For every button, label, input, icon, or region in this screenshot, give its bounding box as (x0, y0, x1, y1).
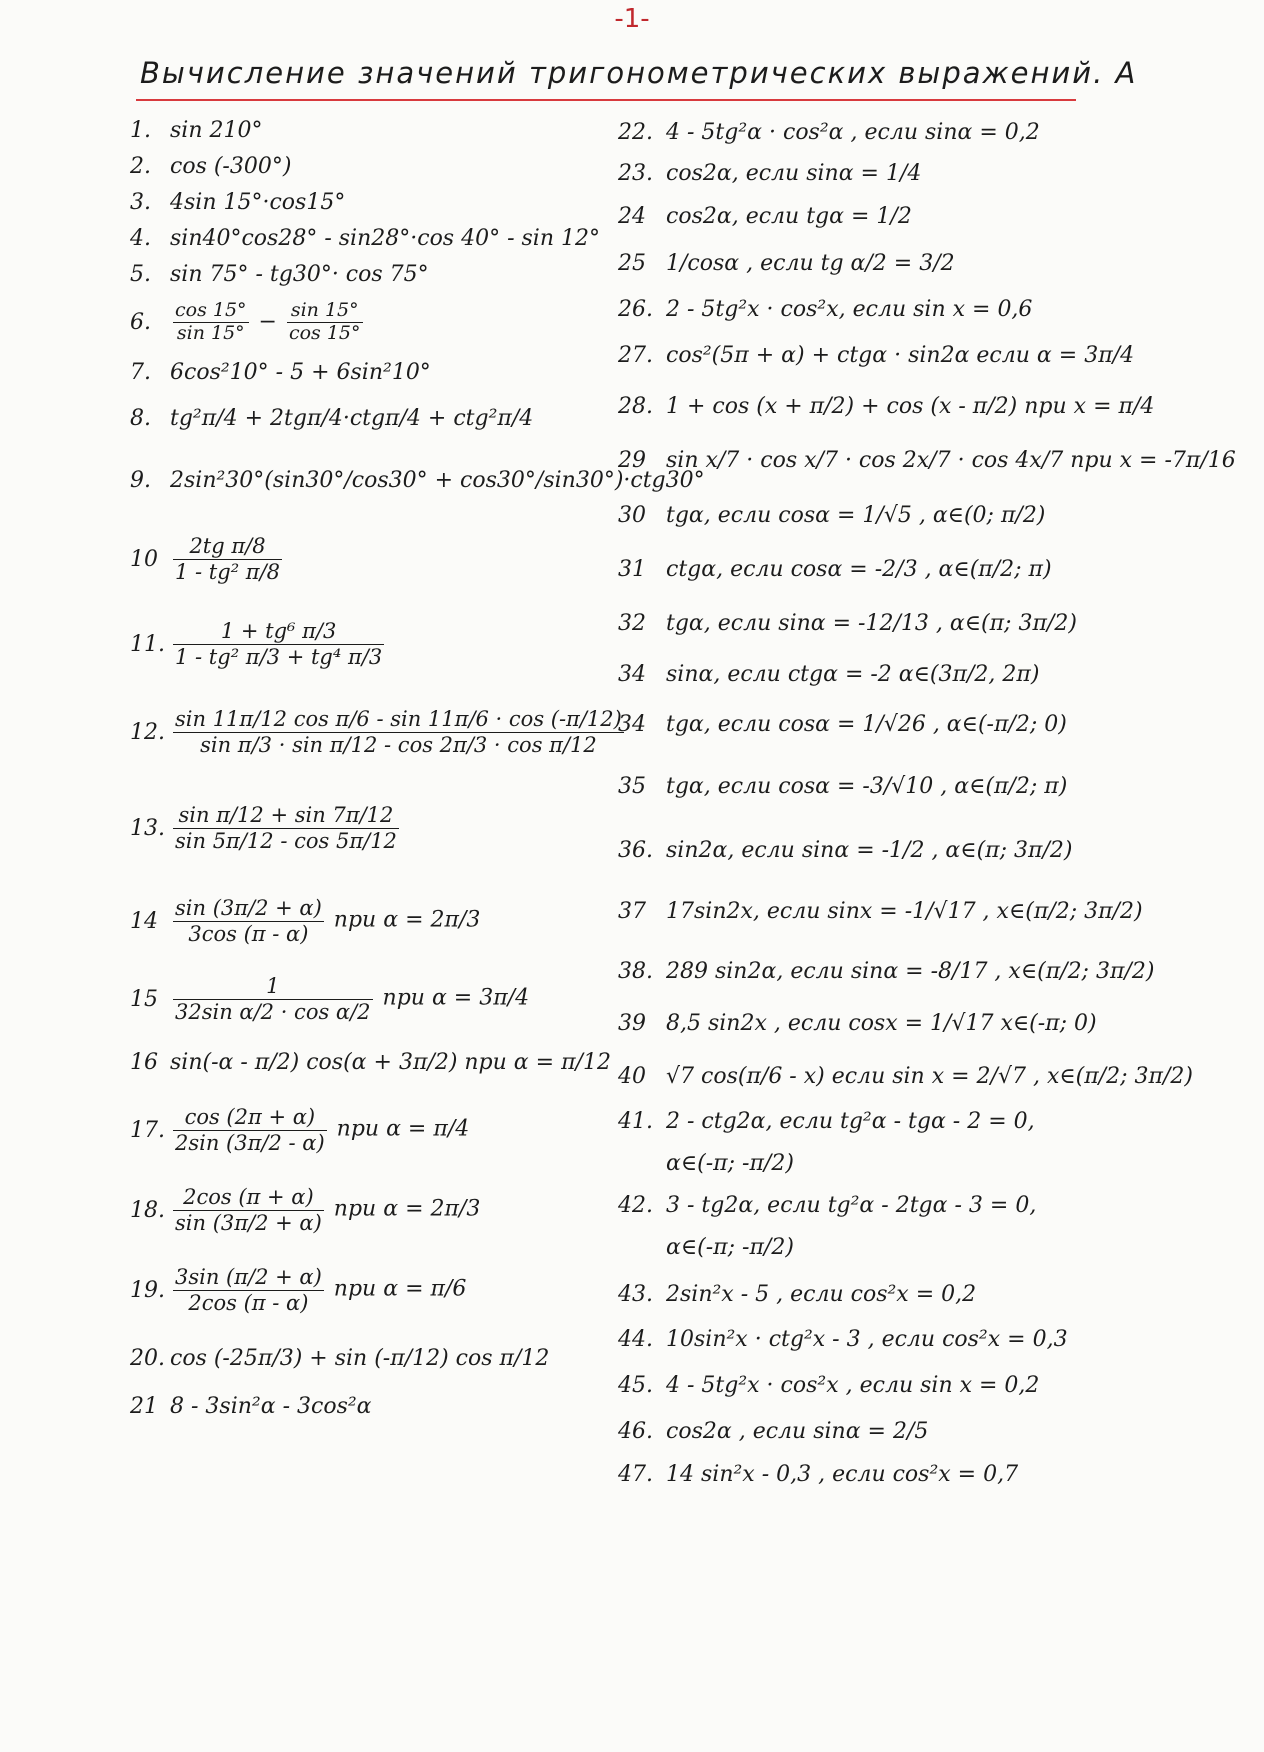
problem-number: 23. (618, 160, 653, 186)
problem-number: 17. (130, 1117, 165, 1143)
problem-expression: 2sin²30°(sin30°/cos30° + cos30°/sin30°)·ctg30° (170, 467, 705, 493)
problem-number: 30 (618, 502, 646, 528)
problem-expression (170, 1265, 466, 1314)
problem-number: 27. (618, 342, 653, 368)
problem-item (130, 1170, 610, 1250)
fraction (287, 300, 363, 345)
problem-condition: при α = π/4 (329, 1117, 470, 1142)
problem-expression: 2 - ctg2α, если tg²α - tgα - 2 = 0, (666, 1108, 1035, 1134)
fraction-denominator: 32sin α/2 · cos α/2 (175, 999, 371, 1024)
problem-expression: $\frac{\cos 15^\circ}{\sin 15^\circ}$ − $\frac{\sin 15^\circ}{\cos 15^\circ}$ (175, 298, 361, 344)
fraction (173, 619, 384, 668)
fraction-numerator: 2tg π/8 (173, 534, 282, 559)
problem-expression: cos2α, если tgα = 1/2 (666, 203, 912, 229)
problem-number: 13. (130, 815, 165, 841)
problem-item (130, 1386, 610, 1426)
fraction (173, 974, 373, 1023)
title-underline (136, 99, 1076, 101)
problem-expression: 289 sin2α, если sinα = -8/17 , x∈(π/2; 3π/2) (666, 958, 1155, 984)
problem-item (618, 1316, 1138, 1362)
problem-number: 10 (130, 546, 158, 572)
problem-number: 2. (130, 153, 151, 179)
problem-expression: 4sin 15°·cos15° (170, 189, 346, 215)
page-number: -1- (614, 4, 650, 34)
problem-expression: 17sin2x, если sinx = -1/√17 , x∈(π/2; 3π/2) (666, 898, 1143, 924)
fraction-numerator: 1 (173, 974, 373, 999)
problem-expression (170, 707, 627, 756)
problem-expression (170, 1185, 480, 1234)
problem-item (618, 488, 1138, 542)
problem-item (130, 686, 622, 778)
problem-interval: α∈(-π; -π/2) (666, 1234, 794, 1260)
problem-number: 26. (618, 296, 653, 322)
problem-expression: 4 - 5tg²α · cos²α , если sinα = 0,2 (666, 119, 1040, 145)
problem-number: 46. (618, 1418, 653, 1444)
problem-item (130, 184, 610, 220)
problem-expression: cos (-300°) (170, 153, 292, 179)
problem-item (618, 380, 1155, 432)
problem-list-right (618, 112, 1236, 1494)
problem-number: 20. (130, 1345, 165, 1371)
problem-expression: tgα, если cosα = 1/√26 , α∈(-π/2; 0) (666, 711, 1067, 737)
problem-number: 16 (130, 1049, 158, 1075)
problem-item (618, 650, 1138, 698)
fraction-denominator: sin π/3 · sin π/12 - cos 2π/3 · cos π/12 (200, 732, 597, 757)
problem-expression: ctgα, если cosα = -2/3 , α∈(π/2; π) (666, 556, 1052, 582)
problem-expression: tgα, если sinα = -12/13 , α∈(π; 3π/2) (666, 610, 1077, 636)
problem-number: 25 (618, 250, 646, 276)
fraction (173, 534, 282, 583)
problem-number: 31 (618, 556, 646, 582)
problem-item (130, 516, 610, 602)
problem-expression (170, 534, 285, 583)
problem-expression: sin 210° (170, 117, 263, 143)
problem-expression: sin(-α - π/2) cos(α + 3π/2) при α = π/12 (170, 1049, 611, 1075)
problem-item (130, 1250, 610, 1330)
problem-number: 42. (618, 1192, 653, 1218)
problem-condition: при α = 3π/4 (375, 986, 530, 1011)
fraction-denominator: 1 - tg² π/3 + tg⁴ π/3 (175, 644, 383, 669)
fraction-numerator: cos (2π + α) (173, 1105, 327, 1130)
problem-number: 7. (130, 359, 151, 385)
fraction-denominator: 2cos (π - α) (188, 1290, 309, 1315)
problem-item (130, 352, 610, 392)
problem-expression (170, 896, 480, 945)
problem-number: 45. (618, 1372, 653, 1398)
problem-expression: cos²(5π + α) + ctgα · sin2α если α = 3π/4 (666, 342, 1135, 368)
problem-expression: tgα, если cosα = -3/√10 , α∈(π/2; π) (666, 773, 1068, 799)
problem-number: 29 (618, 447, 646, 473)
fraction (173, 1185, 324, 1234)
problem-expression (170, 803, 402, 852)
problem-item (618, 822, 1138, 878)
problem-item (130, 112, 610, 148)
problem-number: 34 (618, 661, 646, 687)
fraction-denominator: sin 15° (176, 321, 245, 344)
problem-expression: 10sin²x · ctg²x - 3 , если cos²x = 0,3 (666, 1326, 1068, 1352)
page-title: Вычисление значений тригонометрических выражений. А (140, 56, 1138, 90)
problem-number: 22. (618, 119, 653, 145)
problem-expression: cos2α, если sinα = 1/4 (666, 160, 922, 186)
fraction-denominator: 3cos (π - α) (188, 921, 309, 946)
problem-expression: sinα, если ctgα = -2 α∈(3π/2, 2π) (666, 661, 1040, 687)
problem-expression: sin2α, если sinα = -1/2 , α∈(π; 3π/2) (666, 837, 1073, 863)
problem-expression: 1 + cos (x + π/2) + cos (x - π/2) при x = π/4 (666, 393, 1155, 419)
problem-condition: при α = 2π/3 (326, 1197, 481, 1222)
problem-number: 9. (130, 467, 151, 493)
problem-number: 8. (130, 405, 151, 431)
fraction (173, 896, 324, 945)
fraction-denominator: cos 15° (288, 321, 361, 344)
problem-number: 34 (618, 711, 646, 737)
problem-item (618, 432, 1236, 488)
problem-expression: 1/cosα , если tg α/2 = 3/2 (666, 250, 955, 276)
problem-expression (170, 1105, 469, 1154)
problem-expression: 6cos²10° - 5 + 6sin²10° (170, 359, 431, 385)
problem-number: 41. (618, 1108, 653, 1134)
problem-number: 19. (130, 1277, 165, 1303)
problem-condition: при α = 2π/3 (326, 908, 481, 933)
problem-item (618, 998, 1138, 1048)
problem-item-continuation (618, 1222, 1138, 1272)
problem-number: 43. (618, 1281, 653, 1307)
problem-expression: √7 cos(π/6 - x) если sin x = 2/√7 , x∈(π/2; 3π/2) (666, 1063, 1193, 1089)
problem-item (618, 1408, 1138, 1454)
problem-item (618, 596, 1138, 650)
fraction (173, 300, 249, 345)
fraction-denominator: sin (3π/2 + α) (175, 1210, 322, 1235)
problem-expression: sin40°cos28° - sin28°·cos 40° - sin 12° (170, 225, 600, 251)
problem-number: 37 (618, 898, 646, 924)
problem-number: 5. (130, 261, 151, 287)
problem-item (130, 256, 610, 292)
problem-expression: tgα, если cosα = 1/√5 , α∈(0; π/2) (666, 502, 1046, 528)
problem-item-continuation (618, 1138, 1138, 1188)
problem-number: 35 (618, 773, 646, 799)
problem-number: 38. (618, 958, 653, 984)
problem-item (618, 750, 1138, 822)
problem-number: 39 (618, 1010, 646, 1036)
fraction-numerator: sin (3π/2 + α) (175, 896, 322, 921)
problem-number: 24 (618, 203, 646, 229)
problem-expression: 8 - 3sin²α - 3cos²α (170, 1393, 372, 1419)
problem-number: 14 (130, 908, 158, 934)
problem-interval: α∈(-π; -π/2) (666, 1150, 794, 1176)
problem-expression: 8,5 sin2x , если cosx = 1/√17 x∈(-π; 0) (666, 1010, 1097, 1036)
problem-expression: 3 - tg2α, если tg²α - 2tgα - 3 = 0, (666, 1192, 1037, 1218)
problem-item (618, 1104, 1138, 1138)
problem-number: 18. (130, 1197, 165, 1223)
problem-expression: cos2α , если sinα = 2/5 (666, 1418, 929, 1444)
problem-expression: sin 75° - tg30°· cos 75° (170, 261, 429, 287)
problem-condition: при α = π/6 (326, 1277, 467, 1302)
problem-item (130, 148, 610, 184)
fraction (173, 803, 399, 852)
fraction-denominator: 1 - tg² π/8 (175, 559, 281, 584)
problem-expression (170, 974, 529, 1023)
fraction-denominator: 2sin (3π/2 - α) (175, 1130, 325, 1155)
fraction (173, 1105, 327, 1154)
problem-number: 40 (618, 1063, 646, 1089)
problem-item (618, 1454, 1138, 1494)
fraction-numerator: sin 15° (287, 300, 363, 323)
problem-item (618, 1272, 1138, 1316)
problem-number: 44. (618, 1326, 653, 1352)
problem-number: 47. (618, 1461, 653, 1487)
problem-item (618, 112, 1138, 152)
problem-item (618, 878, 1143, 944)
problem-item (618, 288, 1138, 330)
problem-item (618, 542, 1138, 596)
problem-item (130, 220, 610, 256)
fraction-numerator: sin 11π/12 cos π/6 - sin 11π/6 · cos (-π/12) (175, 707, 622, 732)
problem-expression (170, 619, 387, 668)
problem-item (130, 964, 610, 1034)
problem-expression: cos (-25π/3) + sin (-π/12) cos π/12 (170, 1345, 550, 1371)
fraction (173, 1265, 324, 1314)
fraction-denominator: sin 5π/12 - cos 5π/12 (175, 828, 397, 853)
problem-item (618, 152, 1138, 194)
problem-expression: 2sin²x - 5 , если cos²x = 0,2 (666, 1281, 977, 1307)
problem-item (130, 602, 610, 686)
problem-number: 4. (130, 225, 151, 251)
fraction-numerator: sin π/12 + sin 7π/12 (173, 803, 399, 828)
problem-number: 32 (618, 610, 646, 636)
problem-item (618, 238, 1138, 288)
problem-expression: 2 - 5tg²x · cos²x, если sin x = 0,6 (666, 296, 1033, 322)
problem-item (618, 698, 1138, 750)
fraction-numerator: cos 15° (175, 298, 247, 321)
problem-item (618, 1362, 1138, 1408)
fraction-numerator: 1 + tg⁶ π/3 (173, 619, 384, 644)
fraction-numerator: 3sin (π/2 + α) (175, 1265, 322, 1290)
problem-number: 36. (618, 837, 653, 863)
problem-number: 21 (130, 1393, 158, 1419)
problem-item (618, 330, 1138, 380)
problem-number: 11. (130, 631, 165, 657)
problem-item (130, 1034, 610, 1090)
problem-item (130, 778, 610, 878)
problem-expression: tg²π/4 + 2tgπ/4·ctgπ/4 + ctg²π/4 (170, 405, 534, 431)
problem-item (618, 194, 1138, 238)
fraction-numerator: 2cos (π + α) (173, 1185, 324, 1210)
problem-item (618, 1188, 1138, 1222)
problem-number: 15 (130, 986, 158, 1012)
problem-item (130, 1090, 610, 1170)
problem-item (130, 392, 610, 444)
problem-item (618, 944, 1155, 998)
problem-number: 12. (130, 719, 165, 745)
fraction (173, 707, 624, 756)
problem-expression: 14 sin²x - 0,3 , если cos²x = 0,7 (666, 1461, 1019, 1487)
problem-item (618, 1048, 1193, 1104)
problem-number: 3. (130, 189, 151, 215)
problem-item (130, 878, 610, 964)
problem-item (130, 292, 610, 352)
problem-expression: sin x/7 · cos x/7 · cos 2x/7 · cos 4x/7 при x = -7π/16 (666, 447, 1236, 473)
problem-number: 6. (130, 309, 151, 335)
problem-expression: 4 - 5tg²x · cos²x , если sin x = 0,2 (666, 1372, 1040, 1398)
problem-number: 1. (130, 117, 151, 143)
problem-number: 28. (618, 393, 653, 419)
problem-item (130, 1330, 610, 1386)
